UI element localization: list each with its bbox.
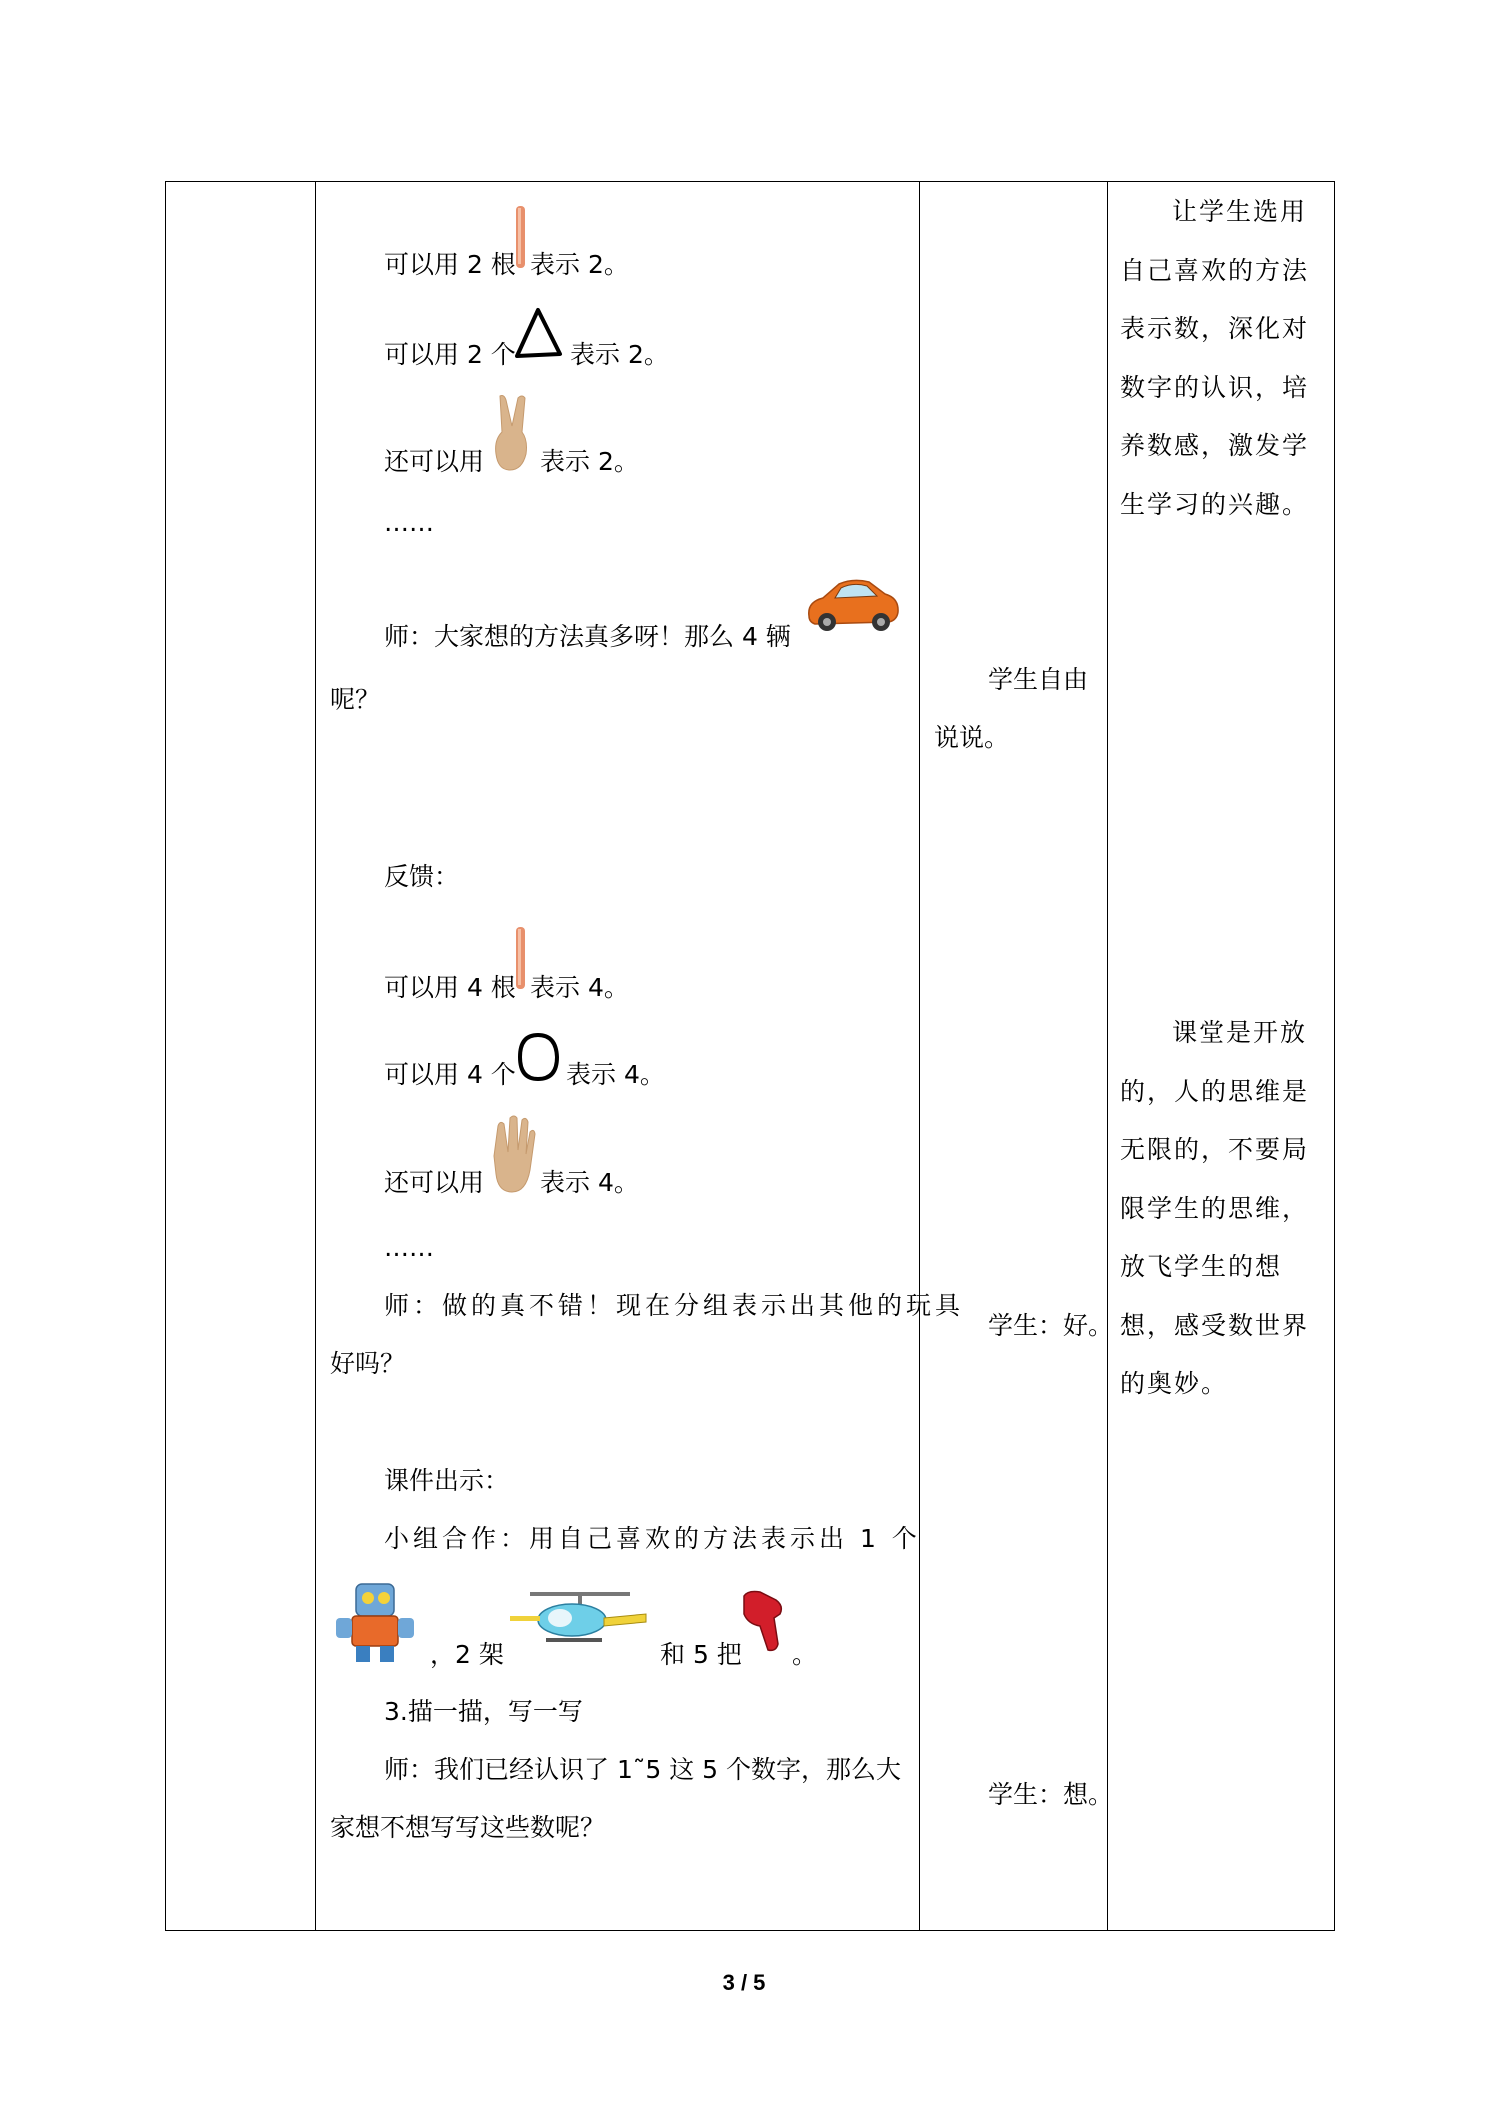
text-line: 家想不想写写这些数呢？: [330, 1813, 606, 1842]
text-line: 可以用 2 根: [384, 250, 516, 279]
text-line: 师：我们已经认识了 1˜5 这 5 个数字，那么大: [384, 1755, 902, 1784]
ellipsis: ……: [384, 1233, 434, 1262]
toy-helicopter-icon: [500, 1588, 650, 1648]
text-line: 呢？: [330, 685, 381, 714]
text-line: 师：做的真不错！现在分组表示出其他的玩具: [384, 1291, 965, 1320]
text-line: 表示 4。: [530, 973, 629, 1002]
table-divider: [1107, 182, 1108, 1930]
table-divider: [315, 182, 316, 1930]
triangle-icon: [512, 306, 564, 360]
text-line: 课件出示：: [384, 1466, 510, 1495]
intent-line: 课堂是开放: [1172, 1018, 1308, 1047]
toy-robot-icon: [330, 1580, 422, 1668]
text-line: ，2 架: [430, 1640, 504, 1669]
table-divider: [919, 182, 920, 1930]
text-line: 表示 4。: [566, 1060, 665, 1089]
student-text: 说说。: [934, 723, 1010, 752]
text-line: 还可以用: [384, 447, 485, 476]
intent-line: 生学习的兴趣。: [1120, 489, 1310, 519]
text-line: 表示 2。: [540, 447, 639, 476]
text-line: 可以用 4 根: [384, 973, 516, 1002]
text-line: 表示 2。: [530, 250, 629, 279]
text-line: 表示 4。: [540, 1168, 639, 1197]
intent-line: 数字的认识，培: [1120, 372, 1310, 402]
text-line: 和 5 把: [660, 1640, 742, 1669]
intent-line: 放飞学生的想: [1120, 1252, 1283, 1281]
page-number: 3 / 5: [722, 1970, 766, 1995]
toy-gun-icon: [738, 1586, 788, 1656]
four-fingers-hand-icon: [490, 1112, 538, 1196]
student-text: 学生自由: [988, 665, 1089, 694]
toy-car-icon: [803, 572, 903, 638]
intent-line: 的奥妙。: [1120, 1369, 1229, 1398]
text-line: 小组合作：用自己喜欢的方法表示出 1 个: [384, 1524, 921, 1553]
intent-line: 让学生选用: [1172, 197, 1308, 226]
intent-line: 自己喜欢的方法: [1120, 255, 1310, 285]
text-line: 表示 2。: [570, 340, 669, 369]
intent-line: 想，感受数世界: [1120, 1310, 1310, 1340]
two-fingers-hand-icon: [492, 392, 532, 474]
text-line: 还可以用: [384, 1168, 485, 1197]
intent-line: 表示数，深化对: [1120, 314, 1310, 343]
intent-line: 无限的，不要局: [1120, 1135, 1310, 1164]
intent-line: 的，人的思维是: [1120, 1076, 1310, 1106]
student-text: 学生：想。: [988, 1780, 1114, 1809]
ellipsis: ……: [384, 508, 434, 537]
section-heading: 3.描一描，写一写: [384, 1697, 583, 1726]
text-line: 好吗？: [330, 1349, 406, 1378]
counting-stick-icon: [514, 204, 528, 272]
text-line: 。: [792, 1640, 818, 1669]
counting-stick-icon: [514, 925, 528, 993]
circle-icon: [514, 1030, 562, 1084]
intent-line: 限学生的思维，: [1120, 1193, 1310, 1223]
intent-line: 养数感，激发学: [1120, 431, 1310, 460]
text-line: 师：大家想的方法真多呀！那么 4 辆: [384, 622, 791, 651]
text-line: 可以用 2 个: [384, 340, 516, 369]
text-line: 反馈：: [384, 862, 460, 891]
student-text: 学生：好。: [988, 1311, 1114, 1340]
text-line: 可以用 4 个: [384, 1060, 516, 1089]
